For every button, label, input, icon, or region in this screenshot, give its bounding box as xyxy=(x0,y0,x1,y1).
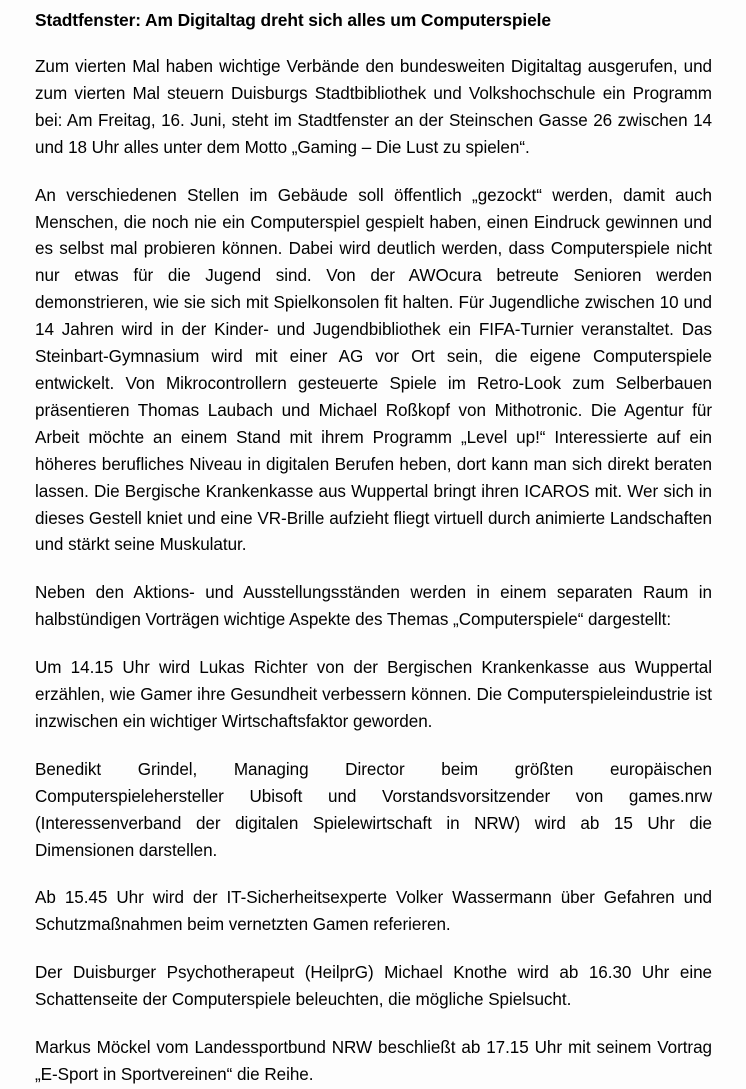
document-column xyxy=(35,9,712,1089)
paragraph-vortrag-1715: Markus Möckel vom Landessportbund NRW beschließt ab 17.15 Uhr mit seinem Vortrag „E-Sport in Sportvereinen“ die Reihe. xyxy=(35,1038,712,1084)
page-title: Stadtfenster: Am Digitaltag dreht sich alles um Computerspiele xyxy=(35,10,551,30)
paragraph-vortrag-1415: Um 14.15 Uhr wird Lukas Richter von der Bergischen Krankenkasse aus Wuppertal erzählen, wie Gamer ihre Gesundheit verbessern können. Die Computerspieleindustrie ist inzwischen ein wichtiger Wirtschaftsfaktor geworden. xyxy=(35,658,712,731)
paragraph-vortrag-1500: Benedikt Grindel, Managing Director beim größten europäischen Computerspielehersteller Ubisoft und Vorstandsvorsitzender von games.nrw (Interessenverband der digitalen Spielewirtschaft in NRW) wird ab 15 Uhr die Dimensionen darstellen. xyxy=(35,759,712,860)
paragraph-vortrag-1630: Der Duisburger Psychotherapeut (HeilprG) Michael Knothe wird ab 16.30 Uhr eine Schattenseite der Computerspiele beleuchten, die mögliche Spielsucht. xyxy=(35,963,712,1010)
paragraph-vortrag-1545: Ab 15.45 Uhr wird der IT-Sicherheitsexperte Volker Wassermann über Gefahren und Schutzmaßnahmen beim vernetzten Gamen referieren. xyxy=(35,888,712,935)
paragraph-intro: Zum vierten Mal haben wichtige Verbände den bundesweiten Digitaltag ausgerufen, und zum vierten Mal steuern Duisburgs Stadtbibliothek und Volkshochschule ein Programm bei: Am Freitag, 16. Juni, steht im Stadtfenster an der Steinschen Gasse 26 zwischen 14 und 18 Uhr alles unter dem Motto „Gaming – Die Lust zu spielen“. xyxy=(35,57,712,157)
paragraph-vortraege-intro: Neben den Aktions- und Ausstellungsständen werden in einem separaten Raum in halbstündigen Vorträgen wichtige Aspekte des Themas „Computerspiele“ dargestellt: xyxy=(35,583,712,630)
paragraph-programm-details: An verschiedenen Stellen im Gebäude soll öffentlich „gezockt“ werden, damit auch Menschen, die noch nie ein Computerspiel gespielt haben, einen Eindruck gewinnen und es selbst mal probieren können. Dabei wird deutlich werden, dass Computerspiele nicht nur etwas für die Jugend sind. Von der AWOcura betreute Senioren werden demonstrieren, wie sie sich mit Spielkonsolen fit halten. Für Jugendliche zwischen 10 und 14 Jahren wird in der Kinder- und Jugendbibliothek ein FIFA-Turnier veranstaltet. Das Steinbart-Gymnasium wird mit einer AG vor Ort sein, die eigene Computerspiele entwickelt. Von Mikrocontrollern gesteuerte Spiele im Retro-Look zum Selberbauen präsentieren Thomas Laubach und Michael Roßkopf von Mithotronic. Die Agentur für Arbeit möchte an einem Stand mit ihrem Programm „Level up!“ Interessierte auf ein höheres berufliches Niveau in digitalen Berufen heben, dort kann man sich direkt beraten lassen. Die Bergische Krankenkasse aus Wuppertal bringt ihren ICAROS mit. Wer sich in dieses Gestell kniet und eine VR-Brille aufzieht fliegt virtuell durch animierte Landschaften und stärkt seine Muskulatur. xyxy=(35,185,712,555)
